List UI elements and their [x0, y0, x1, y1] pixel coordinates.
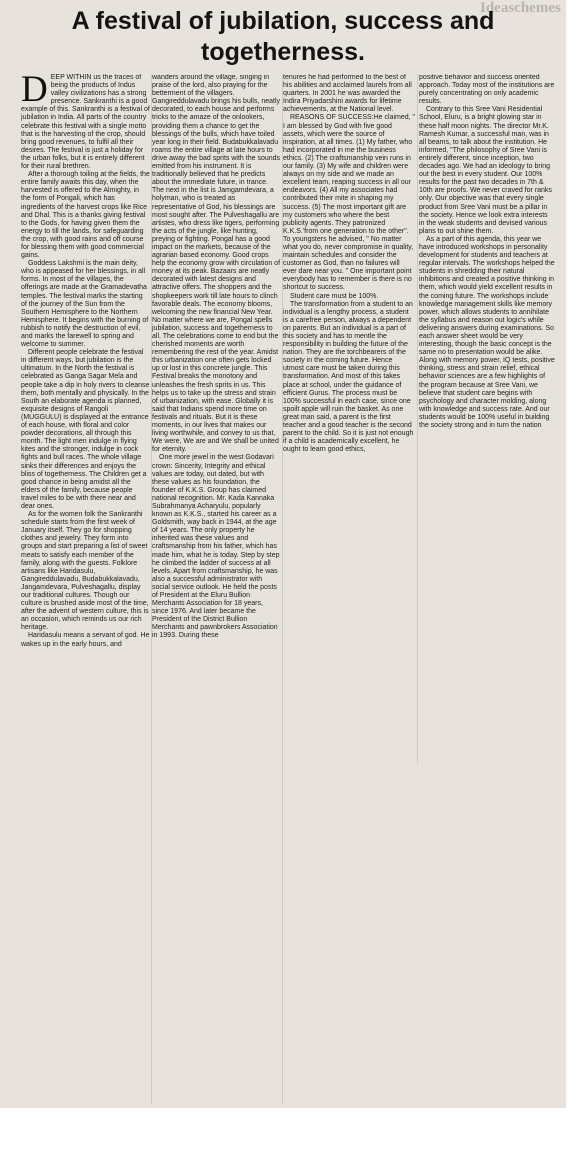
article-paragraph: REASONS OF SUCCESS:He claimed, " I am blessed by God with five good assets, which were the source of inspiration, at all times. (1) My father, who had incorporated in me the business ethics. (2) The craftsmanship vein runs in our family. (3) My wife and children were always on my side and we made an excellent team, reaping success in all our endeavors. (4) All my associates had contributed their mite in shaping my success. (5) The most important gift are my customers who where the best publicity agents. They patronized K.K.S.'from one generation to the other". To youngsters he advised, " No matter what you do, never compromise in quality, maintain schedules and consider the customer as God, than no failures will ever dare near you. " One important point everybody has to remember is there is no shortcut to success. [283, 114, 415, 292]
article-paragraph: DEEP WITHIN us the traces of being the products of Indus valley civilizations has a strong presence. Sankranthi is a good example of this. Sankranthi is a festival of jubilation in India. All parts of the country celebrate this festival with a single motto that is the harvesting of the crop, should bring good revenues, to fulfil all their desires. The festival is just a holiday for the urban folks, but it is entirely different for their rural brethren. [21, 74, 150, 171]
column-divider [417, 74, 418, 764]
article-paragraph: Student care must be 100%. [290, 292, 379, 300]
article-paragraph: Haridasulu means a servant of god. He wakes up in the early hours, and [21, 632, 150, 648]
drop-cap: D [21, 74, 48, 110]
article-paragraph: After a thorough toiling at the fields, the entire family awaits this day, when the harvested is offered to the Almighty, in the form of Pongali, which has ingredients of the harvest crops like Rice and Dhal. This is a thanks giving festival to the Gods, for having given them the energy to till the lands, for safeguarding the crop, with good rains and off course for blessing them with good commercial gains. [21, 171, 150, 260]
headline: A festival of jubilation, success and togetherness. [71, 7, 495, 66]
article-paragraph: One more jewel in the west Godavari crown: Sincerity, Integrity and ethical values are today, out dated, but with these values as his foundation, the founder of K.K.S. Group has claimed national recognition. Mr. Kada Kannaka Subrahmanya Acharyulu, popularly known as K.K.S., started his career as a Goldsmith, way back in 1944, at the age of 14 years. The only property he inherited was these values and craftsmanship from his father, which has made him, what he is today. Step by step he climbed the ladder of success at all levels. Apart from craftsmanship, he was also a successful administrator with social service outlook. He held the posts of President at the Eluru Bullion Merchants Association for 18 years, since 1976. And later became the President of the District Bullion Merchants and pawnbrokers Association in 1993. During these [152, 454, 280, 640]
article-column-3 [283, 74, 415, 1104]
article-column-4 [419, 74, 555, 764]
article-paragraph: tenures he had performed to the best of his abilities and acclaimed laurels from all quarters. In 2001 he was awarded the Indira Priyadarshini awards for lifetime achievements, at the National level. [283, 74, 412, 114]
article-column-1 [21, 74, 150, 1104]
article-paragraph: The transformation from a student to an individual is a lengthy process, a student is a carefree person, always a dependent on parents. But an individual is a part of this society and has to mentle the responsibility in building the future of the nation. They are the torchbearers of the society in the coming future. Hence utmost care must be taken during this transformation. And most of this takes place at school, under the guidance of efficient Gurus. The process must be 100% successful in each case, since one spoilt apple will ruin the basket. As one great man said, a parent is the first teacher and a good teacher is the second parent to the child. So it is just not enough if a child is academically excellent, he ought to learn good ethics, [283, 300, 414, 454]
article-column-2 [152, 74, 281, 1104]
article-paragraph: positive behavior and success oriented approach. Today most of the institutions are purely concentrating on only academic results. [419, 74, 555, 106]
article-paragraph: As for the women folk the Sankranthi schedule starts from the first week of January itself. They go for shopping clothes and jewelry. They form into groups and start preparing a list of sweet meats to satisfy each member of the family, along with the guests. Folklore artisans like Haridasulu, Gangireddulavadu, Budabukkalavadu, Jangamdevara, Pulveshagallu, display our traditional cultures. Though our culture is brushed aside most of the time, after the advent of western culture, this is an occasion, which reminds us our rich heritage. [21, 511, 149, 632]
article-paragraph: wanders around the village, singing in praise of the lord, also praying for the betterment of the villagers. Gangireddulavadu brings his bulls, neatly decorated, to each house and performs tricks to the amaze of the onlookers, providing them a chance to get the blessings of the bulls, which have toiled year long in their field. Budabukkalavadu roams the entire village at late hours to drive away the bad sprits with the sounds emitted from his instrument. It is traditionally believed that he predicts about the immediate future, in trance. The next in the list is Jamgamdevara, a holyman, who is treated as representative of God, his blessings are most sought after. The Pulveshagallu are artistes, who dress like tigers, performing the acts of the jungle, like hunting, preying or fighting. Pongal has a good impact on the markets, because of the agrarian based economy. Good crops help the economy grow with circulation of money at its peak. Bazaars are neatly decorated with latest designs and attractive offers. The shoppers and the shopkeepers work till late hours to clinch favorable deals. The economy blooms, welcoming the new financial New Year. No matter where we are, Pongal spells jubilation, success and togetherness to all. The celebrations come to end but the cherished moments are worth remembering the rest of the year. Amidst this urbanization one often gets locked up or lost in this concrete jungle. This Festival breaks the monotony and unleashes the fresh sprits in us. This helps us to take up the stress and strain of urbanization, with ease. Globally it is said that Indians spend more time on festivals and rituals. But it is these moments, in our lives that makes our living worthwhile, and convey to us that, We were, We are and We shall be united for eternity. [152, 74, 281, 454]
article-paragraph: Goddess Lakshmi is the main deity, who is appeased for her blessings, in all forms. In most of the villages, the offerings are made at the Gramadevatha temples. The festival marks the starting of the journey of the Sun from the Southern Hemisphere to the Northern Hemisphere. It begins with the burning of rubbish to notify the destruction of evil, and marks the farewell to spring and welcome to summer. [21, 260, 149, 349]
article-paragraph: Contrary to this Sree Vani Residential School, Eluru, is a bright glowing star in these half moon nights. The director Mr.K. Ramesh Kumar, a successful man, was in all beams, to talk about the institution. He informed, "The philosophy of Sree Vani is entirely different, since inception, two decades ago. We had an ideology to bring out the best in every student. Our 100% results for the past two decades in 7th & 10th are proofs. We never craved for ranks only. Our objective was that every single product from Sree Vani must be a pillar in the society. Hence we look extra interests in the weak students and devised various plans to out shine them. [419, 106, 552, 235]
adjacent-article-fragment: Ideaschemes [480, 0, 561, 16]
article-paragraph: Different people celebrate the festival in different ways, but jubilation is the ultimatum. In the North the festival is celebrated as Ganga Sagar Mela and people take a dip in holy rivers to cleanse them, both mentally and physically. In the South an elaborate agenda is planned, exquisite designs of Rangoli (MUGGULU) is displayed at the entrance of each house, with floral and color powder decorations, all through this month. The light men indulge in flying kites and the stronger, indulge in cock fights and bull races. The whole village sinks their differences and enjoys the bliss of togetherness. The Children get a good chance in being amidst all the elders of the family, because people travel miles to be with there near and dear ones. [21, 349, 150, 510]
article-paragraph: As a part of this agenda, this year we have introduced workshops in personality development for students and teachers at regular intervals. The workshops helped the students in shredding their natural inhibitions and created a positive thinking in them, which would yield excellent results in the coming future. The workshops include knowledge management skills like memory power, which allows students to annihilate the syllabus and reason out logic's while delivering answers during examinations. So each answer sheet would be very interesting, though the basic concept is the same no to presentation would be alike. Along with memory power, IQ tests, positive thinking, stress and strain relief, ethical behavior sciences are a few highlights of the program because at Sree Vani, we believe that student care begins with psychology and character molding, along with knowledge and success rate. And our students would be 100% useful in building the society strong and in turn the nation [419, 235, 555, 430]
